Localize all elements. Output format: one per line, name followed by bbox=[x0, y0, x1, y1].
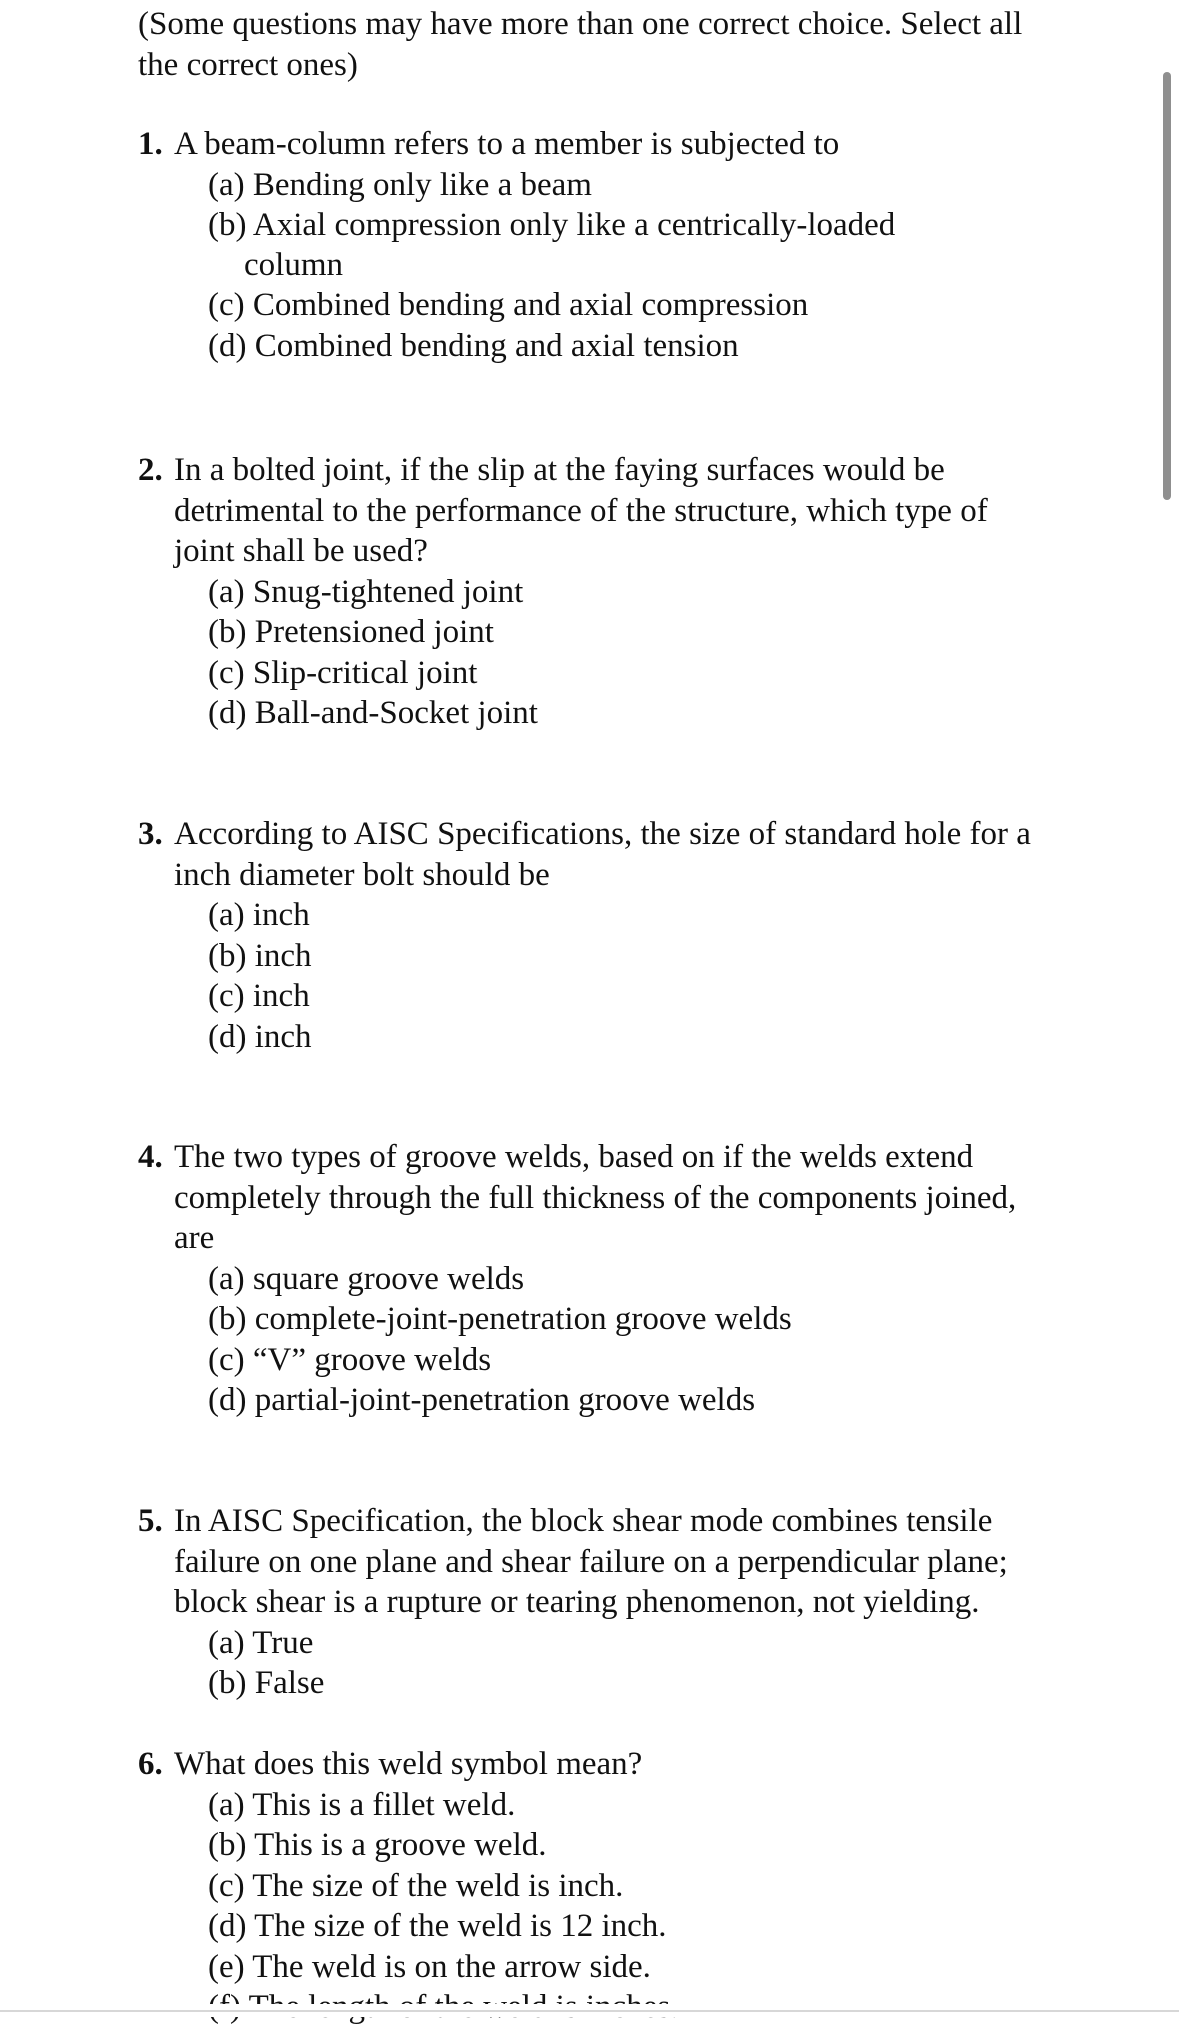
option-c[interactable]: (c) The size of the weld is inch. bbox=[208, 1867, 624, 1904]
option-b[interactable]: (b) Pretensioned joint bbox=[208, 614, 494, 650]
question-text: According to AISC Specifications, the size of standard hole for a inch diameter bolt should be bbox=[174, 816, 1031, 893]
question-text: In AISC Specification, the block shear mode combines tensile failure on one plane and shear failure on a perpendicular plane; block shear is a rupture or tearing phenomenon, not yielding. bbox=[174, 1503, 1008, 1620]
question-1 bbox=[138, 124, 1038, 366]
question-number: 6. bbox=[138, 1746, 163, 1782]
option-d[interactable]: (d) inch bbox=[208, 1018, 312, 1055]
option-d[interactable]: (d) Ball-and-Socket joint bbox=[208, 695, 538, 731]
option-b[interactable]: (b) Axial compression only like a centrically-loaded bbox=[208, 207, 896, 243]
option-e[interactable]: (e) The weld is on the arrow side. bbox=[208, 1948, 651, 1985]
question-number: 1. bbox=[138, 126, 163, 162]
question-text: What does this weld symbol mean? bbox=[174, 1746, 643, 1782]
option-c[interactable]: (c) “V” groove welds bbox=[208, 1341, 492, 1378]
option-b[interactable]: (b) complete-joint-penetration groove welds bbox=[208, 1301, 792, 1337]
option-b[interactable]: (b) inch bbox=[208, 937, 312, 974]
question-number: 2. bbox=[138, 452, 163, 488]
question-3 bbox=[138, 814, 1038, 1057]
option-b[interactable]: (b) This is a groove weld. bbox=[208, 1827, 547, 1863]
vertical-scrollbar[interactable] bbox=[1163, 72, 1171, 500]
question-number: 4. bbox=[138, 1139, 163, 1175]
option-c[interactable]: (c) Slip-critical joint bbox=[208, 654, 478, 691]
option-a[interactable]: (a) square groove welds bbox=[208, 1260, 525, 1297]
option-d[interactable]: (d) Combined bending and axial tension bbox=[208, 327, 739, 364]
question-4 bbox=[138, 1137, 1038, 1421]
question-number: 5. bbox=[138, 1503, 163, 1539]
question-text: The two types of groove welds, based on if the welds extend completely through the full thickness of the components joined, are bbox=[174, 1139, 1017, 1256]
option-b[interactable]: (b) False bbox=[208, 1665, 325, 1701]
option-b-continued[interactable]: column bbox=[244, 246, 343, 283]
question-text: In a bolted joint, if the slip at the faying surfaces would be detrimental to the performance of the structure, which type of joint shall be used? bbox=[174, 452, 988, 569]
question-text: A beam-column refers to a member is subjected to bbox=[174, 126, 840, 162]
question-6 bbox=[138, 1744, 1038, 2028]
option-a[interactable]: (a) Bending only like a beam bbox=[208, 166, 592, 203]
question-number: 3. bbox=[138, 816, 163, 852]
option-c[interactable]: (c) Combined bending and axial compression bbox=[208, 287, 809, 323]
option-a[interactable]: (a) Snug-tightened joint bbox=[208, 573, 524, 610]
option-c[interactable]: (c) inch bbox=[208, 978, 310, 1014]
option-a[interactable]: (a) inch bbox=[208, 897, 310, 933]
option-a[interactable]: (a) True bbox=[208, 1624, 314, 1661]
option-d[interactable]: (d) partial-joint-penetration groove welds bbox=[208, 1382, 756, 1418]
question-2 bbox=[138, 450, 1038, 734]
option-a[interactable]: (a) This is a fillet weld. bbox=[208, 1786, 516, 1823]
bottom-divider bbox=[0, 2010, 1179, 2012]
instructions-text: (Some questions may have more than one correct choice. Select all the correct ones) bbox=[138, 6, 1023, 83]
question-5 bbox=[138, 1501, 1038, 1704]
option-d[interactable]: (d) The size of the weld is 12 inch. bbox=[208, 1908, 667, 1944]
